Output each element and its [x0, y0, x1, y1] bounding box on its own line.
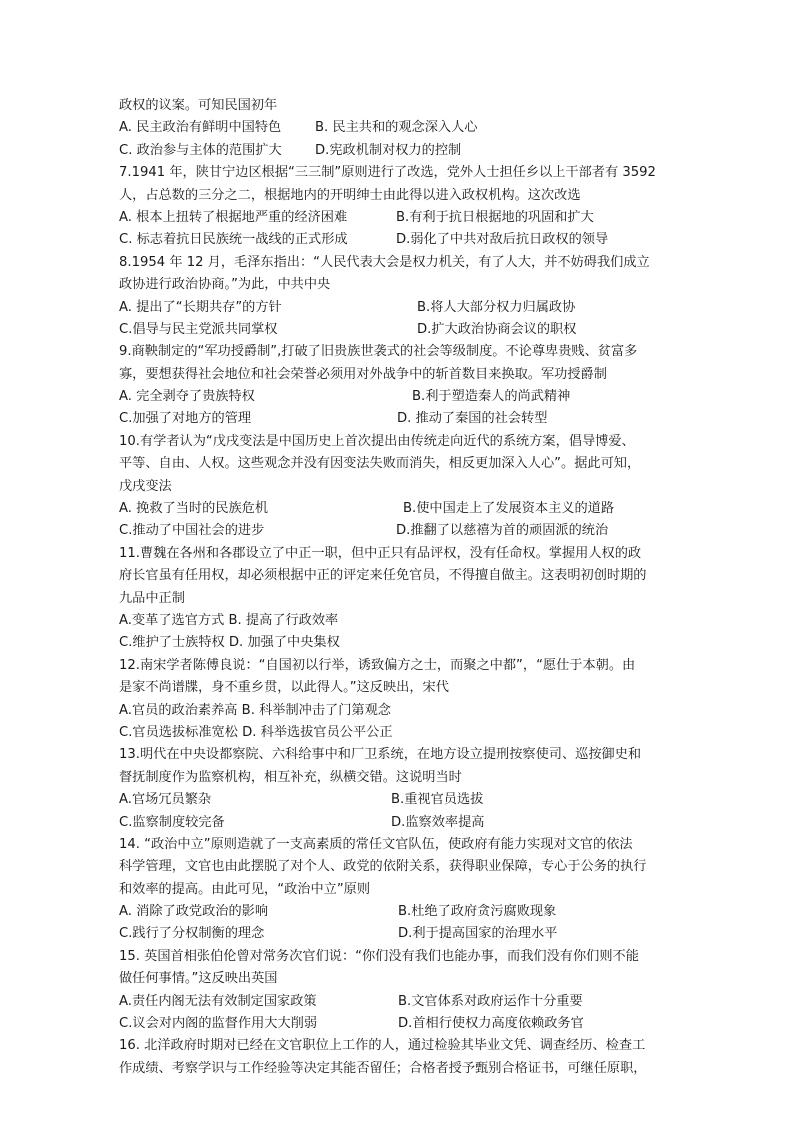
option-d: D.首相行使权力高度依赖政务官: [398, 1016, 584, 1032]
question-text-line: 15. 英国首相张伯伦曾对常务次官们说：“你们没有我们也能办事，而我们没有你们则不能: [119, 948, 639, 964]
question-11: [119, 543, 679, 655]
question-10: [119, 431, 679, 543]
option-row: [119, 901, 679, 923]
question-16: [119, 1035, 679, 1080]
option-c: C.推动了中国社会的进步: [119, 523, 265, 539]
question-14: [119, 834, 679, 946]
option-d: D.扩大政治协商会议的职权: [417, 321, 577, 337]
option-b: B.重视官员选拔: [391, 792, 484, 808]
option-a: A. 提出了“长期共存”的方针: [119, 299, 282, 315]
option-a: A. 民主政治有鲜明中国特色: [119, 120, 282, 136]
option-row: [119, 386, 679, 408]
question-text-line: 10.有学者认为“戊戌变法是中国历史上首次提出由传统走向近代的系统方案，倡导博爱、: [119, 433, 635, 449]
question-12: [119, 655, 679, 745]
option-row: [119, 923, 679, 945]
question-text-line: 人，占总数的三分之二，根据地内的开明绅士由此得以进入政权机构。这次改选: [119, 187, 581, 203]
option-c: C. 标志着抗日民族统一战线的正式形成: [119, 232, 348, 248]
question-list: [119, 95, 679, 1080]
question-text-line: 戊戌变法: [119, 478, 172, 494]
question-8: [119, 252, 679, 342]
question-text-line: 政权的议案。可知民国初年: [119, 98, 278, 113]
option-row: A.官员的政治素养高 B. 科举制冲击了门第观念: [119, 702, 391, 718]
option-row: [119, 229, 679, 251]
question-7: [119, 162, 679, 252]
option-row: C.维护了士族特权 D. 加强了中央集权: [119, 635, 340, 651]
option-b: B.使中国走上了发展资本主义的道路: [403, 501, 615, 517]
option-row: [119, 117, 679, 139]
option-c: C.监察制度较完备: [119, 814, 225, 830]
option-row: [119, 498, 679, 520]
option-a: A. 挽救了当时的民族危机: [119, 501, 269, 517]
option-b: B. 民主共和的观念深入人心: [315, 120, 478, 136]
option-a: A.责任内阁无法有效制定国家政策: [119, 993, 317, 1009]
option-c: C.践行了分权制衡的理念: [119, 926, 265, 942]
question-15: [119, 946, 679, 1036]
question-text-line: 7.1941 年，陕甘宁边区根据“三三制”原则进行了改选，党外人士担任乡以上干部者有 3592: [119, 165, 656, 181]
option-c: C.倡导与民主党派共同掌权: [119, 321, 278, 337]
option-a: A. 消除了政党政治的影响: [119, 904, 269, 920]
question-text-line: 13.明代在中央设都察院、六科给事中和厂卫系统，在地方设立提刑按察使司、巡按御史和: [119, 747, 642, 763]
option-b: B.将人大部分权力归属政协: [417, 299, 576, 315]
question-text-line: 9.商鞅制定的“军功授爵制”,打破了旧贵族世袭式的社会等级制度。不论尊卑贵贱、贫富多: [119, 344, 638, 360]
question-text-line: 11.曹魏在各州和各郡设立了中正一职，但中正只有品评权，没有任命权。掌握用人权的政: [119, 545, 642, 561]
option-row: [119, 812, 679, 834]
option-row: [119, 991, 679, 1013]
option-c: C.加强了对地方的管理: [119, 411, 252, 427]
question-text-line: 作成绩、考察学识与工作经验等决定其能否留任；合格者授予甄别合格证书，可继任原职，: [119, 1060, 647, 1076]
question-text-line: 九品中正制: [119, 590, 185, 606]
question-text-line: 12.南宋学者陈傅良说：“自国初以行举，诱致偏方之士，而聚之中都”，“愿仕于本朝。由: [119, 657, 636, 673]
option-d: D.监察效率提高: [391, 814, 485, 830]
question-text-line: 督抚制度作为监察机构，相互补充，纵横交错。这说明当时: [119, 769, 462, 785]
question-text-line: 府长官虽有任用权，却必须根据中正的评定来任免官员，不得擅自做主。这表明初创时期的: [119, 568, 647, 584]
option-b: B.有利于抗日根据地的巩固和扩大: [396, 209, 594, 225]
option-b: B.利于塑造秦人的尚武精神: [412, 389, 571, 405]
question-text-line: 14. “政治中立”原则造就了一支高素质的常任文官队伍，使政府有能力实现对文官的依法: [119, 836, 633, 852]
question-text-line: 科学管理，文官也由此摆脱了对个人、政党的依附关系，获得职业保障，专心于公务的执行: [119, 859, 647, 875]
question-text-line: 寡，要想获得社会地位和社会荣誉必须用对外战争中的斩首数目来换取。军功授爵制: [119, 366, 607, 382]
option-row: C.官员选拔标准宽松 D. 科举选拔官员公平公正: [119, 724, 393, 740]
option-row: [119, 789, 679, 811]
option-row: [119, 140, 679, 162]
option-c: C.议会对内阁的监督作用大大削弱: [119, 1016, 318, 1032]
question-6-continuation: [119, 95, 679, 162]
question-text-line: 和效率的提高。由此可见，“政治中立”原则: [119, 881, 371, 897]
option-row: A.变革了选官方式 B. 提高了行政效率: [119, 612, 339, 628]
question-text-line: 16. 北洋政府时期对已经在文官职位上工作的人，通过检验其毕业文凭、调查经历、检查工: [119, 1038, 646, 1054]
question-text-line: 政协进行政治协商。”为此，中共中央: [119, 277, 331, 293]
option-d: D.利于提高国家的治理水平: [398, 926, 558, 942]
option-d: D. 推动了秦国的社会转型: [397, 411, 548, 427]
option-row: [119, 408, 679, 430]
option-row: [119, 297, 679, 319]
question-9: [119, 341, 679, 431]
option-b: B.文官体系对政府运作十分重要: [398, 993, 583, 1009]
option-a: A.官场冗员繁杂: [119, 792, 212, 808]
option-row: [119, 520, 679, 542]
option-row: [119, 319, 679, 341]
option-d: D.宪政机制对权力的控制: [315, 142, 462, 158]
question-text-line: 是家不尚谱牒，身不重乡贯，以此得人。”这反映出，宋代: [119, 680, 449, 696]
question-text-line: 8.1954 年 12 月，毛泽东指出：“人民代表大会是权力机关，有了人大，并不妨碍我们成立: [119, 254, 650, 270]
option-a: A. 完全剥夺了贵族特权: [119, 389, 255, 405]
question-text-line: 做任何事情。”这反映出英国: [119, 971, 278, 987]
question-text-line: 平等、自由、人权。这些观念并没有因变法失败而消失，相反更加深入人心”。据此可知，: [119, 456, 641, 472]
option-b: B.杜绝了政府贪污腐败现象: [398, 904, 557, 920]
question-13: [119, 744, 679, 834]
option-c: C. 政治参与主体的范围扩大: [119, 142, 282, 158]
option-row: [119, 1013, 679, 1035]
option-d: D.弱化了中共对敌后抗日政权的领导: [396, 232, 609, 248]
option-a: A. 根本上扭转了根据地严重的经济困难: [119, 209, 348, 225]
option-d: D.推翻了以慈禧为首的顽固派的统治: [396, 523, 609, 539]
option-row: [119, 207, 679, 229]
